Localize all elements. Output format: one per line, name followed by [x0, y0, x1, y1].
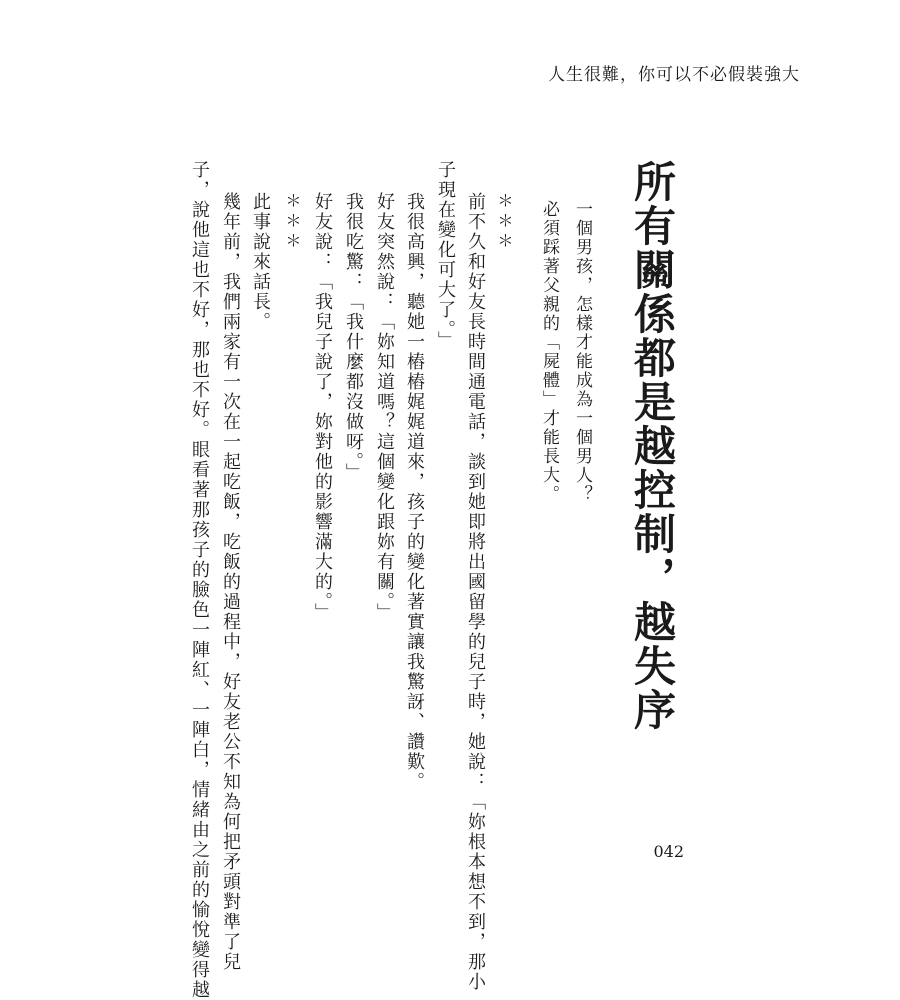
paragraph-line: 此事說來話長。	[250, 192, 271, 332]
section-separator: ＊＊＊	[283, 192, 302, 252]
paragraph-line: 前不久和好友長時間通電話，談到她即將出國留學的兒子時，她說：「妳根本想不到，那小	[465, 192, 486, 992]
paragraph-line: 子現在變化可大了。」	[435, 160, 456, 351]
page-number: 042	[653, 842, 684, 861]
paragraph-line: 好友說：「我兒子說了，妳對他的影響滿大的。」	[312, 192, 333, 623]
running-header: 人生很難，你可以不必假裝強大	[548, 65, 800, 85]
paragraph-line: 子，說他這也不好，那也不好。眼看著那孩子的臉色一陣紅、一陣白，情緒由之前的愉悅變得越	[189, 160, 210, 1000]
paragraph-line: 好友突然說：「妳知道嗎？這個變化跟妳有關。」	[374, 192, 395, 623]
epigraph-line-2: 必須踩著父親的「屍體」才能長大。	[539, 200, 559, 504]
chapter-title: 所有關係都是越控制，越失序	[628, 160, 677, 732]
paragraph-line: 幾年前，我們兩家有一次在一起吃飯，吃飯的過程中，好友老公不知為何把矛頭對準了兒	[220, 192, 241, 972]
paragraph-line: 我很高興，聽她一樁樁娓娓道來，孩子的變化著實讓我驚訝、讚歎。	[404, 192, 425, 792]
epigraph-line-1: 一個男孩，怎樣才能成為一個男人？	[572, 200, 592, 504]
section-separator: ＊＊＊	[495, 192, 514, 252]
paragraph-line: 我很吃驚：「我什麼都沒做呀。」	[343, 192, 364, 483]
